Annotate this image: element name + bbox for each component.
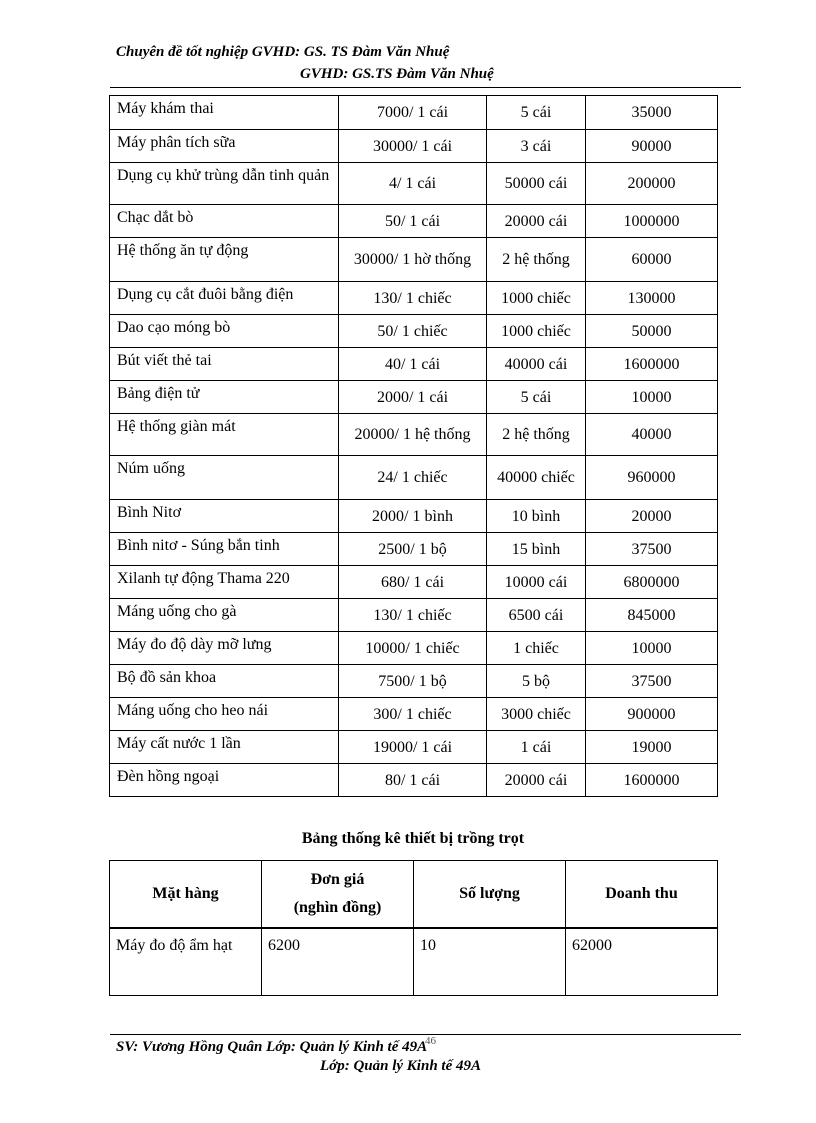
cell-quantity: 10 bình [487,500,586,533]
cell-item: Máng uống cho heo nái [110,698,339,731]
cell-price: 300/ 1 chiếc [339,698,487,731]
table-row [110,698,718,731]
crop-equipment-table [109,860,718,996]
cell-revenue: 60000 [586,238,718,282]
cell-item: Bảng điện tử [110,381,339,414]
cell-quantity: 15 bình [487,533,586,566]
equipment-table [109,95,718,797]
cell-item: Máy khám thai [110,96,339,130]
cell-quantity: 5 cái [487,96,586,130]
table-row [110,632,718,665]
header-price-line-1: Đơn giá [310,871,365,888]
cell-quantity: 2 hệ thống [487,414,586,456]
cell-revenue: 845000 [586,599,718,632]
table-row [110,500,718,533]
cell-price: 20000/ 1 hệ thống [339,414,487,456]
cell-item: Bộ đồ sản khoa [110,665,339,698]
cell-price: 130/ 1 chiếc [339,282,487,315]
table-header-row [110,861,718,929]
cell-price: 7500/ 1 bộ [339,665,487,698]
table-row [110,282,718,315]
cell-price: 2000/ 1 cái [339,381,487,414]
footer-line-2: Lớp: Quản lý Kinh tế 49A [320,1058,481,1074]
cell-quantity: 50000 cái [487,163,586,205]
cell-revenue: 20000 [586,500,718,533]
cell-item: Xilanh tự động Thama 220 [110,566,339,599]
cell-item: Hệ thống ăn tự động [110,238,339,282]
cell-revenue: 90000 [586,130,718,163]
cell-revenue: 900000 [586,698,718,731]
cell-quantity: 1000 chiếc [487,282,586,315]
cell-item: Núm uống [110,456,339,500]
cell-revenue: 200000 [586,163,718,205]
cell-quantity: 1000 chiếc [487,315,586,348]
cell-revenue: 1000000 [586,205,718,238]
table-row [110,456,718,500]
cell-revenue: 37500 [586,533,718,566]
cell-quantity: 1 chiếc [487,632,586,665]
cell-revenue: 10000 [586,632,718,665]
cell-item: Máng uống cho gà [110,599,339,632]
cell-quantity: 3 cái [487,130,586,163]
cell-price: 2000/ 1 bình [339,500,487,533]
cell-revenue: 35000 [586,96,718,130]
cell-quantity: 20000 cái [487,764,586,797]
cell-item: Dụng cụ khử trùng dẫn tinh quản [110,163,339,205]
cell-quantity: 6500 cái [487,599,586,632]
cell-price: 30000/ 1 cái [339,130,487,163]
cell-revenue: 62000 [566,928,718,996]
cell-price: 80/ 1 cái [339,764,487,797]
cell-item: Hệ thống giàn mát [110,414,339,456]
header-rule [110,87,741,88]
cell-quantity: 20000 cái [487,205,586,238]
table-row [110,96,718,130]
cell-revenue: 10000 [586,381,718,414]
cell-price: 10000/ 1 chiếc [339,632,487,665]
cell-item: Máy đo độ ẩm hạt [110,928,262,996]
cell-item: Dao cạo móng bò [110,315,339,348]
cell-price: 4/ 1 cái [339,163,487,205]
cell-item: Máy đo độ dày mỡ lưng [110,632,339,665]
cell-price: 680/ 1 cái [339,566,487,599]
cell-revenue: 1600000 [586,764,718,797]
table-row [110,731,718,764]
header-price [262,861,414,929]
header-quantity: Số lượng [414,861,566,929]
table-row [110,130,718,163]
cell-quantity: 40000 chiếc [487,456,586,500]
cell-revenue: 19000 [586,731,718,764]
cell-price: 50/ 1 chiếc [339,315,487,348]
table-row [110,315,718,348]
crop-equipment-table-caption: Bảng thống kê thiết bị trồng trọt [301,830,525,847]
cell-quantity: 1 cái [487,731,586,764]
cell-price: 6200 [262,928,414,996]
table-row [110,665,718,698]
table-row [110,928,718,996]
table-row [110,599,718,632]
page-number: 46 [425,1035,436,1047]
header-line-1: Chuyên đề tốt nghiệp GVHD: GS. TS Đàm Văn Nhuệ [116,44,450,60]
table-row [110,348,718,381]
cell-price: 30000/ 1 hờ thống [339,238,487,282]
cell-item: Máy cất nước 1 lần [110,731,339,764]
table-row [110,381,718,414]
footer-line-1: SV: Vương Hồng Quân Lớp: Quản lý Kinh tế 49A [116,1039,428,1055]
cell-item: Bình Nitơ [110,500,339,533]
header-price-line-2: (nghìn đồng) [293,899,382,916]
cell-price: 2500/ 1 bộ [339,533,487,566]
table-row [110,566,718,599]
cell-quantity: 10000 cái [487,566,586,599]
cell-item: Chạc dắt bò [110,205,339,238]
header-item: Mặt hàng [110,861,262,929]
cell-item: Đèn hồng ngoại [110,764,339,797]
cell-revenue: 960000 [586,456,718,500]
header-revenue: Doanh thu [566,861,718,929]
table-row [110,163,718,205]
cell-quantity: 2 hệ thống [487,238,586,282]
cell-quantity: 10 [414,928,566,996]
cell-price: 19000/ 1 cái [339,731,487,764]
cell-quantity: 5 cái [487,381,586,414]
cell-revenue: 130000 [586,282,718,315]
cell-revenue: 1600000 [586,348,718,381]
cell-item: Máy phân tích sữa [110,130,339,163]
cell-revenue: 40000 [586,414,718,456]
table-row [110,205,718,238]
table-row [110,238,718,282]
cell-price: 50/ 1 cái [339,205,487,238]
cell-price: 130/ 1 chiếc [339,599,487,632]
cell-revenue: 6800000 [586,566,718,599]
table-row [110,764,718,797]
cell-item: Dụng cụ cắt đuôi bằng điện [110,282,339,315]
cell-price: 40/ 1 cái [339,348,487,381]
cell-price: 7000/ 1 cái [339,96,487,130]
cell-quantity: 3000 chiếc [487,698,586,731]
table-row [110,414,718,456]
cell-revenue: 50000 [586,315,718,348]
cell-item: Bút viết thẻ tai [110,348,339,381]
cell-quantity: 5 bộ [487,665,586,698]
table-row [110,533,718,566]
cell-quantity: 40000 cái [487,348,586,381]
cell-price: 24/ 1 chiếc [339,456,487,500]
header-line-2: GVHD: GS.TS Đàm Văn Nhuệ [300,66,494,82]
cell-item: Bình nitơ - Súng bắn tinh [110,533,339,566]
cell-revenue: 37500 [586,665,718,698]
